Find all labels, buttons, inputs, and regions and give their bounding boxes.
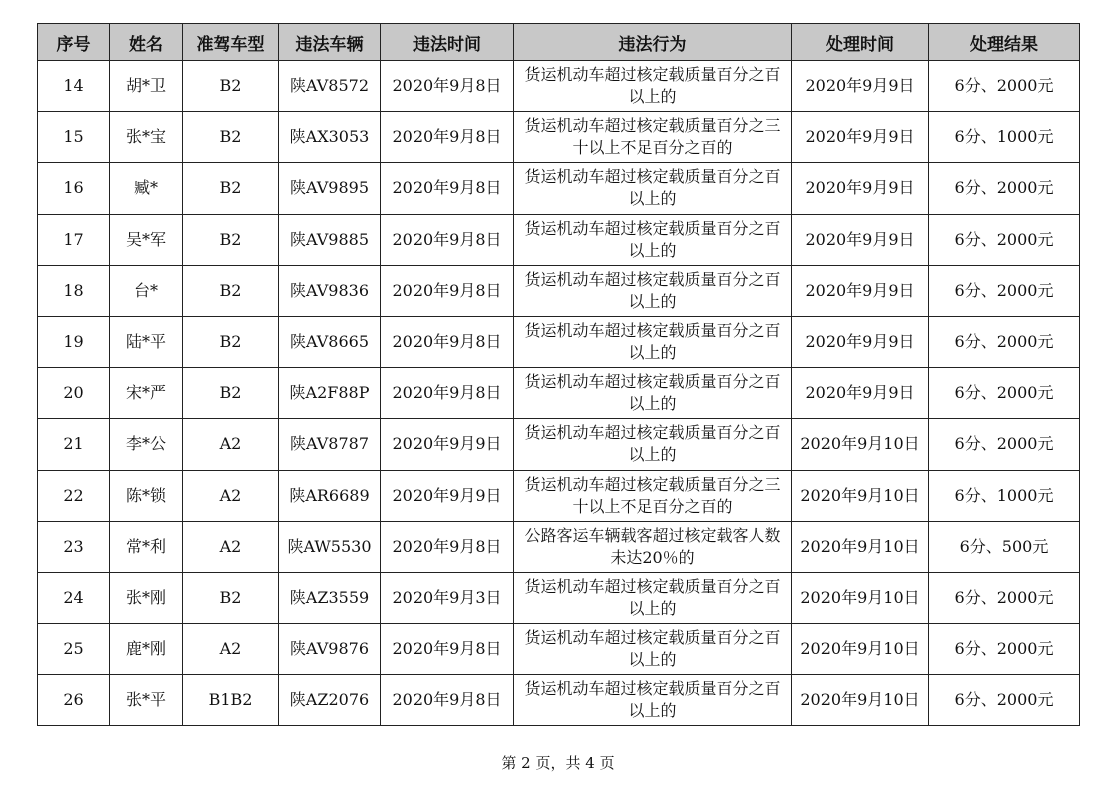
- cell-violation-time: 2020年9月8日: [381, 61, 514, 112]
- header-name: 姓名: [110, 24, 183, 61]
- cell-violation-behavior: 货运机动车超过核定载质量百分之百以上的: [514, 675, 792, 726]
- cell-license-class: B2: [183, 316, 279, 367]
- cell-vehicle: 陕AV9895: [279, 163, 381, 214]
- cell-vehicle: 陕AV9876: [279, 624, 381, 675]
- cell-name: 张*宝: [110, 112, 183, 163]
- cell-result: 6分、2000元: [929, 572, 1080, 623]
- cell-license-class: B2: [183, 214, 279, 265]
- cell-violation-behavior: 货运机动车超过核定载质量百分之三十以上不足百分之百的: [514, 470, 792, 521]
- cell-vehicle: 陕AX3053: [279, 112, 381, 163]
- cell-violation-time: 2020年9月3日: [381, 572, 514, 623]
- cell-name: 胡*卫: [110, 61, 183, 112]
- cell-seq: 24: [38, 572, 110, 623]
- cell-seq: 15: [38, 112, 110, 163]
- cell-violation-time: 2020年9月8日: [381, 675, 514, 726]
- cell-violation-time: 2020年9月8日: [381, 112, 514, 163]
- cell-license-class: B2: [183, 572, 279, 623]
- cell-vehicle: 陕A2F88P: [279, 368, 381, 419]
- cell-process-time: 2020年9月9日: [792, 163, 929, 214]
- cell-name: 张*刚: [110, 572, 183, 623]
- cell-name: 吴*军: [110, 214, 183, 265]
- cell-name: 台*: [110, 265, 183, 316]
- cell-license-class: A2: [183, 419, 279, 470]
- cell-license-class: B1B2: [183, 675, 279, 726]
- cell-result: 6分、1000元: [929, 112, 1080, 163]
- cell-violation-behavior: 货运机动车超过核定载质量百分之百以上的: [514, 163, 792, 214]
- header-row: [38, 24, 1080, 61]
- cell-violation-behavior: 货运机动车超过核定载质量百分之百以上的: [514, 368, 792, 419]
- violation-records-table: [37, 23, 1080, 726]
- cell-license-class: B2: [183, 112, 279, 163]
- table-row: [38, 470, 1080, 521]
- cell-violation-behavior: 货运机动车超过核定载质量百分之百以上的: [514, 624, 792, 675]
- table-row: [38, 112, 1080, 163]
- cell-seq: 21: [38, 419, 110, 470]
- cell-result: 6分、2000元: [929, 675, 1080, 726]
- cell-result: 6分、2000元: [929, 265, 1080, 316]
- cell-result: 6分、2000元: [929, 368, 1080, 419]
- cell-violation-behavior: 货运机动车超过核定载质量百分之百以上的: [514, 572, 792, 623]
- table-row: [38, 624, 1080, 675]
- cell-process-time: 2020年9月9日: [792, 316, 929, 367]
- header-result: 处理结果: [929, 24, 1080, 61]
- table-row: [38, 572, 1080, 623]
- cell-violation-behavior: 货运机动车超过核定载质量百分之三十以上不足百分之百的: [514, 112, 792, 163]
- table-row: [38, 214, 1080, 265]
- cell-license-class: B2: [183, 61, 279, 112]
- cell-vehicle: 陕AV8787: [279, 419, 381, 470]
- cell-seq: 16: [38, 163, 110, 214]
- cell-violation-time: 2020年9月8日: [381, 521, 514, 572]
- table-row: [38, 368, 1080, 419]
- header-seq: 序号: [38, 24, 110, 61]
- table-row: [38, 675, 1080, 726]
- cell-name: 张*平: [110, 675, 183, 726]
- cell-process-time: 2020年9月9日: [792, 61, 929, 112]
- header-violation-time: 违法时间: [381, 24, 514, 61]
- cell-violation-behavior: 货运机动车超过核定载质量百分之百以上的: [514, 214, 792, 265]
- header-license-class: 准驾车型: [183, 24, 279, 61]
- page-number: 第 2 页，共 4 页: [501, 754, 615, 772]
- cell-result: 6分、2000元: [929, 214, 1080, 265]
- cell-process-time: 2020年9月10日: [792, 624, 929, 675]
- table-row: [38, 316, 1080, 367]
- table-row: [38, 163, 1080, 214]
- cell-process-time: 2020年9月10日: [792, 675, 929, 726]
- cell-seq: 14: [38, 61, 110, 112]
- cell-violation-time: 2020年9月8日: [381, 163, 514, 214]
- cell-seq: 26: [38, 675, 110, 726]
- cell-license-class: B2: [183, 265, 279, 316]
- cell-process-time: 2020年9月9日: [792, 112, 929, 163]
- header-vehicle: 违法车辆: [279, 24, 381, 61]
- cell-license-class: B2: [183, 163, 279, 214]
- cell-violation-behavior: 货运机动车超过核定载质量百分之百以上的: [514, 316, 792, 367]
- cell-process-time: 2020年9月10日: [792, 470, 929, 521]
- cell-violation-behavior: 货运机动车超过核定载质量百分之百以上的: [514, 265, 792, 316]
- cell-vehicle: 陕AV9885: [279, 214, 381, 265]
- table-row: [38, 521, 1080, 572]
- cell-violation-time: 2020年9月8日: [381, 214, 514, 265]
- cell-vehicle: 陕AZ2076: [279, 675, 381, 726]
- cell-name: 臧*: [110, 163, 183, 214]
- cell-vehicle: 陕AZ3559: [279, 572, 381, 623]
- cell-violation-behavior: 货运机动车超过核定载质量百分之百以上的: [514, 61, 792, 112]
- table-row: [38, 265, 1080, 316]
- cell-license-class: A2: [183, 521, 279, 572]
- cell-seq: 22: [38, 470, 110, 521]
- cell-vehicle: 陕AV8572: [279, 61, 381, 112]
- cell-name: 常*利: [110, 521, 183, 572]
- cell-name: 陈*锁: [110, 470, 183, 521]
- table-body: [38, 61, 1080, 726]
- cell-name: 宋*严: [110, 368, 183, 419]
- cell-violation-time: 2020年9月9日: [381, 470, 514, 521]
- cell-license-class: A2: [183, 624, 279, 675]
- cell-process-time: 2020年9月10日: [792, 521, 929, 572]
- cell-seq: 18: [38, 265, 110, 316]
- cell-result: 6分、500元: [929, 521, 1080, 572]
- cell-violation-time: 2020年9月8日: [381, 368, 514, 419]
- cell-violation-time: 2020年9月9日: [381, 419, 514, 470]
- cell-vehicle: 陕AR6689: [279, 470, 381, 521]
- cell-seq: 23: [38, 521, 110, 572]
- cell-result: 6分、2000元: [929, 419, 1080, 470]
- cell-result: 6分、1000元: [929, 470, 1080, 521]
- header-process-time: 处理时间: [792, 24, 929, 61]
- cell-result: 6分、2000元: [929, 316, 1080, 367]
- cell-vehicle: 陕AV9836: [279, 265, 381, 316]
- cell-violation-time: 2020年9月8日: [381, 316, 514, 367]
- cell-seq: 19: [38, 316, 110, 367]
- table-row: [38, 61, 1080, 112]
- cell-seq: 25: [38, 624, 110, 675]
- cell-result: 6分、2000元: [929, 624, 1080, 675]
- cell-seq: 20: [38, 368, 110, 419]
- cell-license-class: B2: [183, 368, 279, 419]
- cell-name: 陆*平: [110, 316, 183, 367]
- cell-name: 李*公: [110, 419, 183, 470]
- cell-vehicle: 陕AV8665: [279, 316, 381, 367]
- cell-process-time: 2020年9月9日: [792, 265, 929, 316]
- cell-violation-time: 2020年9月8日: [381, 265, 514, 316]
- cell-process-time: 2020年9月9日: [792, 214, 929, 265]
- cell-result: 6分、2000元: [929, 163, 1080, 214]
- cell-name: 鹿*刚: [110, 624, 183, 675]
- cell-violation-behavior: 货运机动车超过核定载质量百分之百以上的: [514, 419, 792, 470]
- cell-seq: 17: [38, 214, 110, 265]
- cell-violation-time: 2020年9月8日: [381, 624, 514, 675]
- header-violation-behavior: 违法行为: [514, 24, 792, 61]
- cell-process-time: 2020年9月10日: [792, 572, 929, 623]
- cell-result: 6分、2000元: [929, 61, 1080, 112]
- table-row: [38, 419, 1080, 470]
- cell-vehicle: 陕AW5530: [279, 521, 381, 572]
- cell-process-time: 2020年9月10日: [792, 419, 929, 470]
- cell-process-time: 2020年9月9日: [792, 368, 929, 419]
- cell-violation-behavior: 公路客运车辆载客超过核定载客人数未达20％的: [514, 521, 792, 572]
- cell-license-class: A2: [183, 470, 279, 521]
